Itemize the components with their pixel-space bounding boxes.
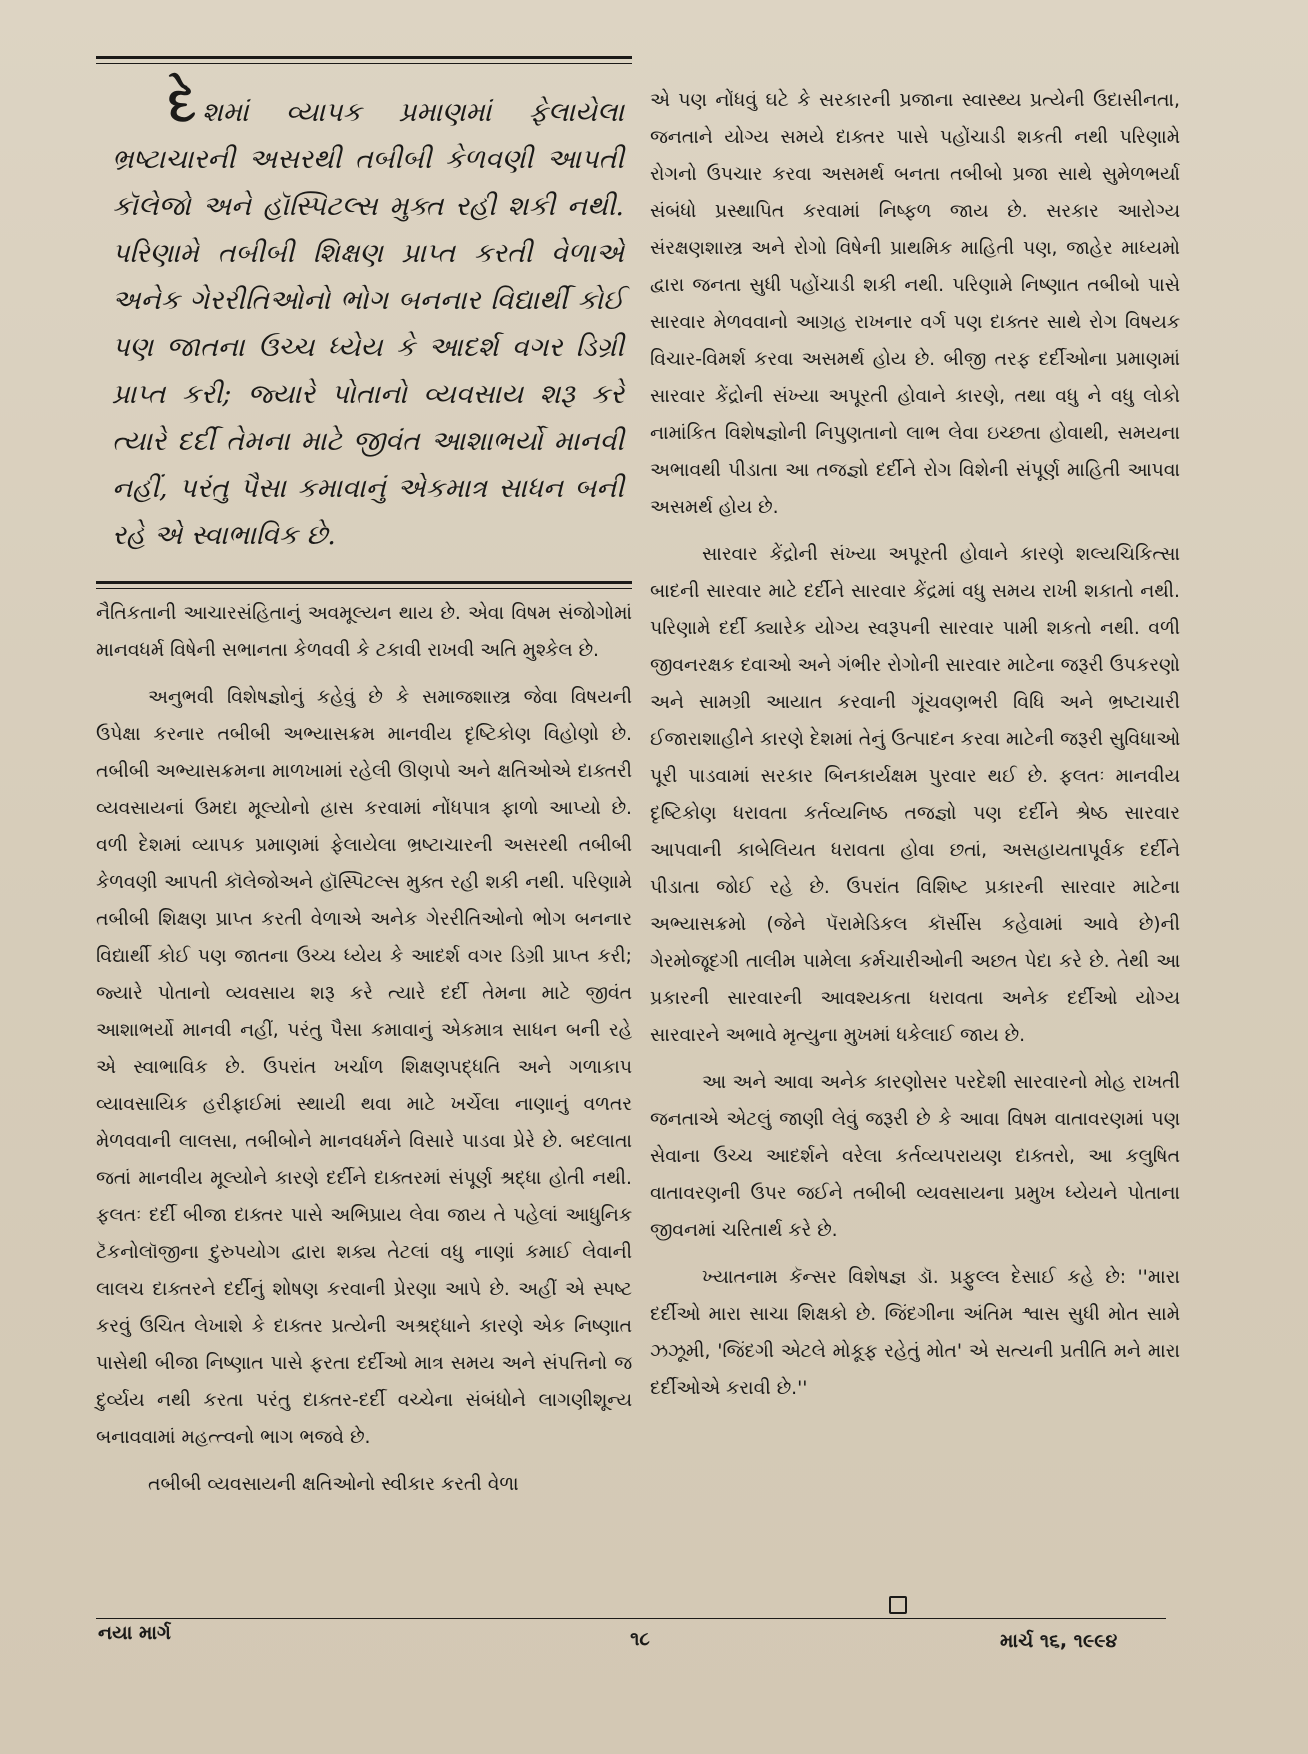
body-paragraph: તબીબી વ્યવસાયની ક્ષતિઓનો સ્વીકાર કરતી વેળા <box>148 1474 519 1495</box>
left-column <box>96 56 632 1503</box>
body-paragraph: સારવાર કેંદ્રોની સંખ્યા અપૂરતી હોવાને કારણે શલ્યચિકિત્સા બાદની સારવાર માટે દર્દીને સારવાર કેંદ્રમાં વધુ સમય રાખી શકાતો નથી. પરિણામે દર્દી ક્યારેક યોગ્ય સ્વરૂપની સારવાર પામી શકતો નથી. વળી જીવનરક્ષક દવાઓ અને ગંભીર રોગોની સારવાર માટેના જરૂરી ઉપકરણો અને સામગ્રી આયાત કરવાની ગૂંચવણભરી વિધિ અને ભ્રષ્ટાચારી ઈજારાશાહીને કારણે દેશમાં તેનું ઉત્પાદન કરવા માટેની જરૂરી સુવિધાઓ પૂરી પાડવામાં સરકાર બિનકાર્યક્ષમ પુરવાર થઈ છે. ફલતઃ માનવીય દૃષ્ટિકોણ ધરાવતા કર્તવ્યનિષ્ઠ તજજ્ઞો પણ દર્દીને શ્રેષ્ઠ સારવાર આપવાની કાબેલિયત ધરાવતા હોવા છતાં, અસહાયતાપૂર્વક દર્દીને પીડાતા જોઈ રહે છે. ઉપરાંત વિશિષ્ટ પ્રકારની સારવાર માટેના અભ્યાસક્રમો (જેને પૅરામેડિકલ કૉર્સીસ કહેવામાં આવે છે)ની ગેરમોજૂદગી તાલીમ પામેલા કર્મચારીઓની અછત પેદા કરે છે. તેથી આ પ્રકારની સારવારની આવશ્યકતા ધરાવતા અનેક દર્દીઓ યોગ્ય સારવારને અભાવે મૃત્યુના મુખમાં ધકેલાઈ જાય છે. <box>650 544 1180 1046</box>
pullquote-bottom-rule <box>96 581 632 584</box>
body-paragraph: અનુભવી વિશેષજ્ઞોનું કહેવું છે કે સમાજશાસ્ત્ર જેવા વિષયની ઉપેક્ષા કરનાર તબીબી અભ્યાસક્રમ માનવીય દૃષ્ટિકોણ વિહોણો છે. તબીબી અભ્યાસક્રમના માળખામાં રહેલી ઊણપો અને ક્ષતિઓએ દાક્તરી વ્યવસાયનાં ઉમદા મૂલ્યોનો હ્રાસ કરવામાં નોંધપાત્ર ફાળો આપ્યો છે. વળી દેશમાં વ્યાપક પ્રમાણમાં ફેલાયેલા ભ્રષ્ટાચારની અસરથી તબીબી કેળવણી આપતી કૉલેજોઅને હૉસ્પિટલ્સ મુક્ત રહી શકી નથી. પરિણામે તબીબી શિક્ષણ પ્રાપ્ત કરતી વેળાએ અનેક ગેરરીતિઓનો ભોગ બનનાર વિદ્યાર્થી કોઈ પણ જાતના ઉચ્ચ ધ્યેય કે આદર્શ વગર ડિગ્રી પ્રાપ્ત કરી; જ્યારે પોતાનો વ્યવસાય શરૂ કરે ત્યારે દર્દી તેમના માટે જીવંત આશાભર્યો માનવી નહીં, પરંતુ પૈસા કમાવાનું એકમાત્ર સાધન બની રહે એ સ્વાભાવિક છે. ઉપરાંત ખર્ચાળ શિક્ષણપદ્ધતિ અને ગળાકાપ વ્યાવસાયિક હરીફાઈમાં સ્થાયી થવા માટે ખર્ચેલા નાણાનું વળતર મેળવવાની લાલસા, તબીબોને માનવધર્મને વિસારે પાડવા પ્રેરે છે. બદલાતા જતાં માનવીય મૂલ્યોને કારણે દર્દીને દાક્તરમાં સંપૂર્ણ શ્રદ્ધા હોતી નથી. ફલતઃ દર્દી બીજા દાક્તર પાસે અભિપ્રાય લેવા જાય તે પહેલાં આધુનિક ટૅકનોલૉજીના દુરુપયોગ દ્વારા શક્ય તેટલાં વધુ નાણાં કમાઈ લેવાની લાલચ દાક્તરને દર્દીનું શોષણ કરવાની પ્રેરણા આપે છે. અહીં એ સ્પષ્ટ કરવું ઉચિત લેખાશે કે દાક્તર પ્રત્યેની અશ્રદ્ધાને કારણે એક નિષ્ણાત પાસેથી બીજા નિષ્ણાત પાસે ફરતા દર્દીઓ માત્ર સમય અને સંપત્તિનો જ દુર્વ્યય નથી કરતા પરંતુ દાક્તર-દર્દી વચ્ચેના સંબંધોને લાગણીશૂન્ય બનાવવામાં મહત્ત્વનો ભાગ ભજવે છે. <box>96 687 632 1448</box>
body-paragraph: આ અને આવા અનેક કારણોસર પરદેશી સારવારનો મોહ રાખતી જનતાએ એટલું જાણી લેવું જરૂરી છે કે આવા વિષમ વાતાવરણમાં પણ સેવાના ઉચ્ચ આદર્શને વરેલા કર્તવ્યપરાયણ દાક્તરો, આ કલુષિત વાતાવરણની ઉપર જઈને તબીબી વ્યવસાયના પ્રમુખ ધ્યેયને પોતાના જીવનમાં ચરિતાર્થ કરે છે. <box>650 1072 1180 1241</box>
end-of-article-square-icon <box>889 1596 907 1614</box>
body-paragraph: નૈતિકતાની આચારસંહિતાનું અવમૂલ્યન થાય છે. એવા વિષમ સંજોગોમાં માનવધર્મ વિષેની સભાનતા કેળવવી કે ટકાવી રાખવી અતિ મુશ્કેલ છે. <box>96 603 632 661</box>
footer-rule <box>96 1618 1166 1619</box>
pullquote <box>96 64 632 573</box>
pullquote-top-rule <box>96 56 632 59</box>
right-column <box>650 82 1180 1407</box>
publication-name: નયા માર્ગ <box>98 1622 171 1644</box>
issue-date: માર્ચ ૧૬, ૧૯૯૪ <box>1000 1630 1118 1652</box>
page-number: ૧૮ <box>630 1628 650 1650</box>
body-paragraph: એ પણ નોંધવું ઘટે કે સરકારની પ્રજાના સ્વાસ્થ્ય પ્રત્યેની ઉદાસીનતા, જનતાને યોગ્ય સમયે દાક્તર પાસે પહોંચાડી શકતી નથી પરિણામે રોગનો ઉપચાર કરવા અસમર્થ બનતા તબીબો પ્રજા સાથે સુમેળભર્યા સંબંધો પ્રસ્થાપિત કરવામાં નિષ્ફળ જાય છે. સરકાર આરોગ્ય સંરક્ષણશાસ્ત્ર અને રોગો વિષેની પ્રાથમિક માહિતી પણ, જાહેર માધ્યમો દ્વારા જનતા સુધી પહોંચાડી શકી નથી. પરિણામે નિષ્ણાત તબીબો પાસે સારવાર મેળવવાનો આગ્રહ રાખનાર વર્ગ પણ દાક્તર સાથે રોગ વિષયક વિચાર-વિમર્શ કરવા અસમર્થ હોય છે. બીજી તરફ દર્દીઓના પ્રમાણમાં સારવાર કેંદ્રોની સંખ્યા અપૂરતી હોવાને કારણે, તથા વધુ ને વધુ લોકો નામાંકિત વિશેષજ્ઞોની નિપુણતાનો લાભ લેવા ઇચ્છતા હોવાથી, સમયના અભાવથી પીડાતા આ તજજ્ઞો દર્દીને રોગ વિશેની સંપૂર્ણ માહિતી આપવા અસમર્થ હોય છે. <box>650 90 1180 518</box>
body-paragraph: ખ્યાતનામ કૅન્સર વિશેષજ્ઞ ડૉ. પ્રફુલ્લ દેસાઈ કહે છે: ''મારા દર્દીઓ મારા સાચા શિક્ષકો છે. જિંદગીના અંતિમ શ્વાસ સુધી મોત સામે ઝઝૂમી, 'જિંદગી એટલે મોકૂફ રહેતું મોત' એ સત્યની પ્રતીતિ મને મારા દર્દીઓએ કરાવી છે.'' <box>650 1267 1180 1399</box>
pullquote-text: શમાં વ્યાપક પ્રમાણમાં ફેલાયેલા ભ્રષ્ટાચારની અસરથી તબીબી કેળવણી આપતી કૉલેજો અને હૉસ્પિટલ્સ મુક્ત રહી શકી નથી. પરિણામે તબીબી શિક્ષણ પ્રાપ્ત કરતી વેળાએ અનેક ગેરરીતિઓનો ભોગ બનનાર વિદ્યાર્થી કોઈ પણ જાતના ઉચ્ચ ધ્યેય કે આદર્શ વગર ડિગ્રી પ્રાપ્ત કરી; જ્યારે પોતાનો વ્યવસાય શરૂ કરે ત્યારે દર્દી તેમના માટે જીવંત આશાભર્યો માનવી નહીં, પરંતુ પૈસા કમાવાનું એકમાત્ર સાધન બની રહે એ સ્વાભાવિક છે. <box>112 97 624 551</box>
pullquote-dropcap: દે <box>168 74 196 133</box>
pullquote-bottom-rule-thin <box>96 588 632 589</box>
